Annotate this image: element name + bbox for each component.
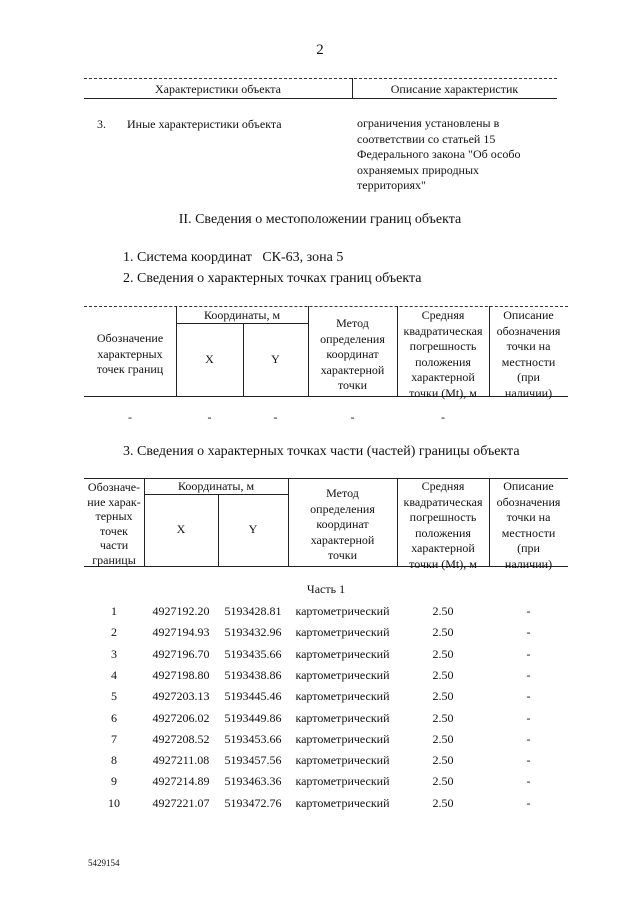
col-description: Описание обозначения точки на местности (при наличии) [496, 308, 561, 400]
col-x: X [205, 352, 214, 366]
method-value: картометрический [295, 646, 390, 661]
description-value: - [526, 604, 531, 618]
method-value: картометрический [295, 753, 390, 768]
y-value: 5193449.86 [224, 710, 282, 725]
error-value: 2.50 [432, 753, 454, 768]
description-value: - [526, 753, 531, 768]
x-value: 4927221.07 [152, 795, 210, 810]
col-coordinates: Координаты, м [203, 308, 281, 322]
col-y: Y [248, 522, 258, 536]
x-value: 4927208.52 [152, 731, 210, 746]
y-value: 5193435.66 [224, 646, 282, 661]
method-value: картометрический [295, 667, 390, 682]
part-label: Часть 1 [306, 582, 346, 596]
x-value: 4927206.02 [152, 710, 210, 725]
col-description: Описание обозначения точки на местности (при наличии) [496, 479, 561, 571]
section-title: II. Сведения о местоположении границ объекта [178, 212, 462, 227]
point-number: 4 [111, 667, 117, 682]
point-number: 1 [111, 604, 117, 618]
empty-cell: - [350, 410, 355, 424]
x-value: 4927194.93 [152, 625, 210, 640]
error-value: 2.50 [432, 625, 454, 640]
col-y: Y [271, 352, 280, 366]
col-x: X [176, 522, 186, 536]
description-value: - [526, 710, 531, 725]
x-value: 4927198.80 [152, 667, 210, 682]
error-value: 2.50 [432, 604, 454, 618]
row-description: ограничения установлены в соответствии со статьей 15 Федерального закона "Об особо охраняемых природных территориях" [357, 116, 521, 192]
point-number: 3 [111, 646, 117, 661]
error-value: 2.50 [432, 646, 454, 661]
col-error: Средняя квадратическая погрешность положения характерной точки (Mt), м [403, 479, 483, 571]
method-value: картометрический [295, 710, 390, 725]
error-value: 2.50 [432, 689, 454, 704]
description-value: - [526, 625, 531, 640]
point-number: 10 [108, 795, 120, 810]
empty-cell: - [207, 410, 212, 424]
y-value: 5193457.56 [224, 753, 282, 768]
y-value: 5193428.81 [224, 604, 282, 618]
point-number: 8 [111, 753, 117, 768]
description-value: - [526, 795, 531, 810]
method-value: картометрический [295, 774, 390, 789]
header-description: Описание характеристик [390, 82, 519, 96]
x-value: 4927214.89 [152, 774, 210, 789]
y-value: 5193445.46 [224, 689, 282, 704]
header-characteristics: Характеристики объекта [155, 82, 281, 96]
part-points-title: 3. Сведения о характерных точках части (частей) границы объекта [123, 444, 520, 459]
point-number: 5 [111, 689, 117, 704]
y-value: 5193453.66 [224, 731, 282, 746]
x-value: 4927192.20 [152, 604, 210, 618]
row-number: 3. [97, 117, 106, 131]
description-value: - [526, 667, 531, 682]
page-number: 2 [316, 42, 324, 58]
row-label: Иные характеристики объекта [127, 117, 282, 131]
x-value: 4927196.70 [152, 646, 210, 661]
point-number: 6 [111, 710, 117, 725]
y-value: 5193472.76 [224, 795, 282, 810]
error-value: 2.50 [432, 710, 454, 725]
method-value: картометрический [295, 625, 390, 640]
description-value: - [526, 731, 531, 746]
x-value: 4927203.13 [152, 689, 210, 704]
empty-cell: - [441, 410, 445, 424]
col-point-name: Обозначение характерных точек границ [96, 331, 164, 376]
description-value: - [526, 646, 531, 661]
col-point-name: Обозначе- ние харак- терных точек части границы [87, 480, 141, 567]
method-value: картометрический [295, 795, 390, 810]
col-error: Средняя квадратическая погрешность положения характерной точки (Mt), м [403, 308, 483, 400]
y-value: 5193463.36 [224, 774, 282, 789]
col-method: Метод определения координат характерной точки [310, 486, 375, 562]
x-value: 4927211.08 [152, 753, 210, 768]
footer-code: 5429154 [88, 858, 120, 868]
method-value: картометрический [295, 689, 390, 704]
empty-cell: - [128, 410, 132, 424]
boundary-points-title: 2. Сведения о характерных точках границ объекта [123, 271, 422, 286]
description-value: - [526, 774, 531, 789]
error-value: 2.50 [432, 667, 454, 682]
description-value: - [526, 689, 531, 704]
error-value: 2.50 [432, 795, 454, 810]
y-value: 5193438.86 [224, 667, 282, 682]
point-number: 9 [111, 774, 117, 789]
error-value: 2.50 [432, 774, 454, 789]
point-number: 2 [111, 625, 117, 640]
col-coordinates: Координаты, м [177, 479, 255, 493]
method-value: картометрический [295, 731, 390, 746]
empty-cell: - [273, 410, 278, 424]
method-value: картометрический [295, 604, 390, 618]
error-value: 2.50 [432, 731, 454, 746]
col-method: Метод определения координат характерной точки [320, 316, 385, 392]
coordinate-system: 1. Система координат СК-63, зона 5 [123, 250, 344, 265]
point-number: 7 [111, 731, 117, 746]
y-value: 5193432.96 [224, 625, 282, 640]
